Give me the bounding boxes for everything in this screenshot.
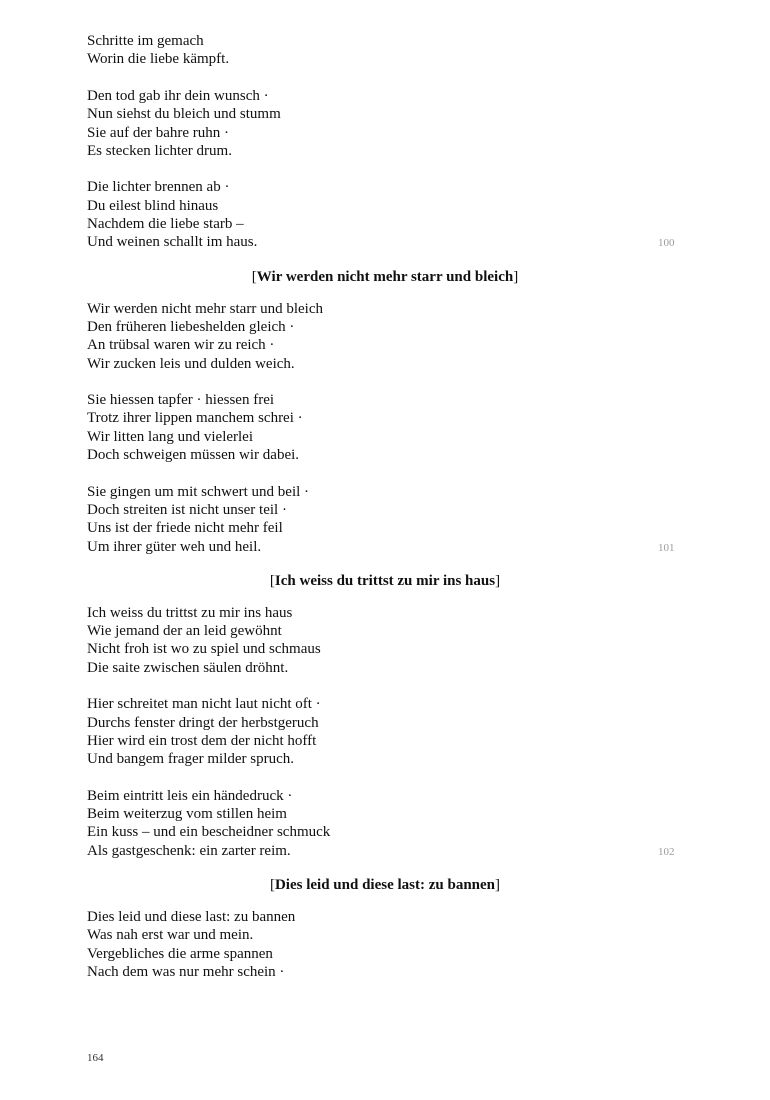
verse-line: Ich weiss du trittst zu mir ins haus: [87, 604, 293, 621]
verse-line: Den tod gab ihr dein wunsch ·: [87, 87, 269, 104]
bracket-close: ]: [495, 877, 501, 893]
bracket-close: ]: [513, 268, 519, 285]
verse-line: Hier wird ein trost dem der nicht hofft: [87, 732, 317, 749]
verse-line: Sie gingen um mit schwert und beil ·: [87, 483, 310, 500]
verse-line: Was nah erst war und mein.: [87, 927, 254, 944]
poem-title-text: Dies leid und diese last: zu bannen: [274, 877, 496, 893]
bracket-close: ]: [495, 572, 501, 589]
verse-line: Als gastgeschenk: ein zarter reim.: [87, 842, 291, 859]
verse-line: Die saite zwischen säulen dröhnt.: [87, 659, 289, 676]
verse-line: Und weinen schallt im haus.: [87, 234, 258, 251]
verse-line: Sie hiessen tapfer · hiessen frei: [87, 392, 275, 409]
verse-line: Trotz ihrer lippen manchem schrei ·: [87, 410, 303, 427]
verse-line: Hier schreitet man nicht laut nicht oft ·: [87, 696, 321, 713]
verse-line: Nicht froh ist wo zu spiel und schmaus: [87, 641, 321, 658]
margin-line-number: 100: [658, 237, 675, 250]
bracket-open: [: [251, 268, 257, 285]
verse-line: Dies leid und diese last: zu bannen: [87, 909, 296, 925]
verse-line: Nun siehst du bleich und stumm: [87, 106, 281, 123]
margin-line-number: 102: [658, 845, 675, 858]
verse-line: Wir zucken leis und dulden weich.: [87, 355, 295, 372]
poem-title: [0, 268, 770, 286]
verse-line: Durchs fenster dringt der herbstgeruch: [87, 714, 319, 731]
poem-title-text: Wir werden nicht mehr starr und bleich: [256, 268, 514, 285]
bracket-open: [: [269, 877, 275, 893]
poem-title: [0, 876, 770, 894]
margin-line-number: 101: [658, 541, 675, 554]
verse-line: Uns ist der friede nicht mehr feil: [87, 520, 283, 537]
verse-line: Beim weiterzug vom stillen heim: [87, 806, 287, 823]
verse-line: Vergebliches die arme spannen: [87, 945, 273, 962]
verse-line: Beim eintritt leis ein händedruck ·: [87, 787, 293, 804]
verse-line: Den früheren liebeshelden gleich ·: [87, 318, 295, 335]
verse-line: Und bangem frager milder spruch.: [87, 751, 295, 768]
verse-line: Um ihrer güter weh und heil.: [87, 538, 262, 555]
verse-line: Nach dem was nur mehr schein ·: [87, 963, 285, 980]
verse-line: Ein kuss – und ein bescheidner schmuck: [87, 824, 331, 841]
verse-line: Nachdem die liebe starb –: [87, 216, 244, 232]
verse-line: Wir litten lang und vielerlei: [87, 428, 254, 445]
verse-line: Doch schweigen müssen wir dabei.: [87, 447, 300, 463]
verse-line: Sie auf der bahre ruhn ·: [87, 124, 230, 141]
verse-line: Die lichter brennen ab ·: [87, 179, 230, 196]
verse-line: Schritte im gemach: [87, 33, 204, 49]
verse-line: Du eilest blind hinaus: [87, 197, 219, 214]
poem-title: [0, 572, 770, 590]
bracket-open: [: [269, 572, 275, 589]
verse-line: An trübsal waren wir zu reich ·: [87, 337, 275, 354]
verse-line: Wir werden nicht mehr starr und bleich: [87, 300, 323, 317]
verse-line: Worin die liebe kämpft.: [87, 51, 230, 68]
verse-line: Es stecken lichter drum.: [87, 142, 232, 159]
verse-line: Wie jemand der an leid gewöhnt: [87, 623, 282, 640]
verse-line: Doch streiten ist nicht unser teil ·: [87, 501, 287, 518]
poem-title-text: Ich weiss du trittst zu mir ins haus: [274, 572, 496, 589]
page-number: 164: [87, 1052, 104, 1064]
